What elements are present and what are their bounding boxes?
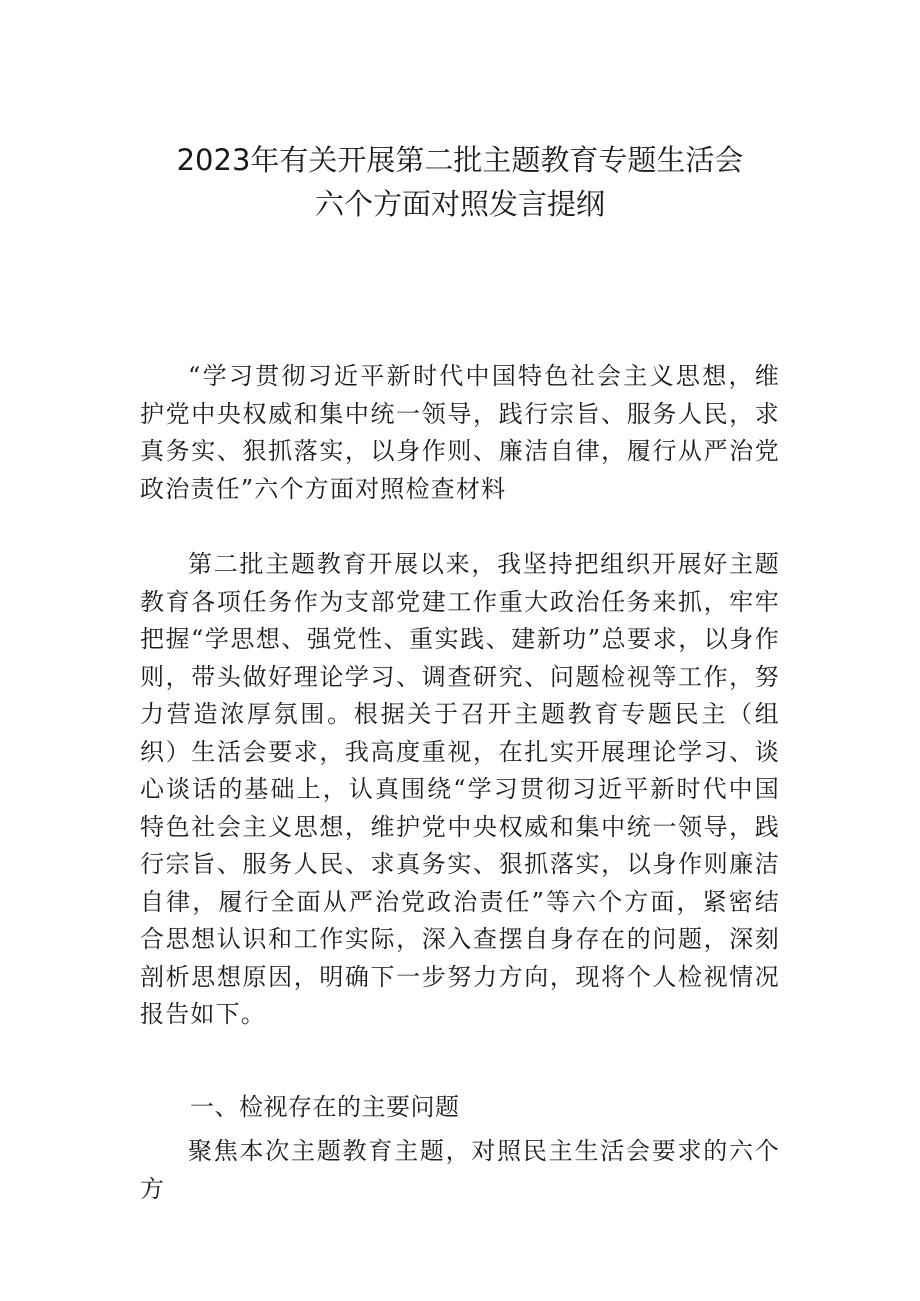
document-title-line-2: 六个方面对照发言提纲 <box>314 187 605 221</box>
section-paragraph: 聚焦本次主题教育主题，对照民主生活会要求的六个方 <box>140 1137 780 1203</box>
intro-paragraph: “学习贯彻习近平新时代中国特色社会主义思想，维护党中央权威和集中统一领导，践行宗旨、服务人民，求真务实、狠抓落实，以身作则、廉洁自律，履行从严治党政治责任”六个方面对照检查材料 <box>140 362 780 503</box>
document-title-line-1: 2023年有关开展第二批主题教育专题生活会 <box>176 143 744 177</box>
section-paragraph-block <box>140 1133 780 1208</box>
intro-paragraph-block <box>140 358 780 508</box>
main-paragraph: 第二批主题教育开展以来，我坚持把组织开展好主题教育各项任务作为支部党建工作重大政治任务来抓，牢牢把握“学思想、强党性、重实践、建新功”总要求，以身作则，带头做好理论学习、调查研究、问题检视等工作，努力营造浓厚氛围。根据关于召开主题教育专题民主（组织）生活会要求，我高度重视，在扎实开展理论学习、谈心谈话的基础上，认真围绕“学习贯彻习近平新时代中国特色社会主义思想，维护党中央权威和集中统一领导，践行宗旨、服务人民、求真务实、狠抓落实，以身作则廉洁自律，履行全面从严治党政治责任”等六个方面，紧密结合思想认识和工作实际，深入查摆自身存在的问题，深刻剖析思想原因，明确下一步努力方向，现将个人检视情况报告如下。 <box>140 550 780 1028</box>
main-paragraph-block <box>140 546 780 1034</box>
section-heading: 一、检视存在的主要问题 <box>190 1093 460 1121</box>
